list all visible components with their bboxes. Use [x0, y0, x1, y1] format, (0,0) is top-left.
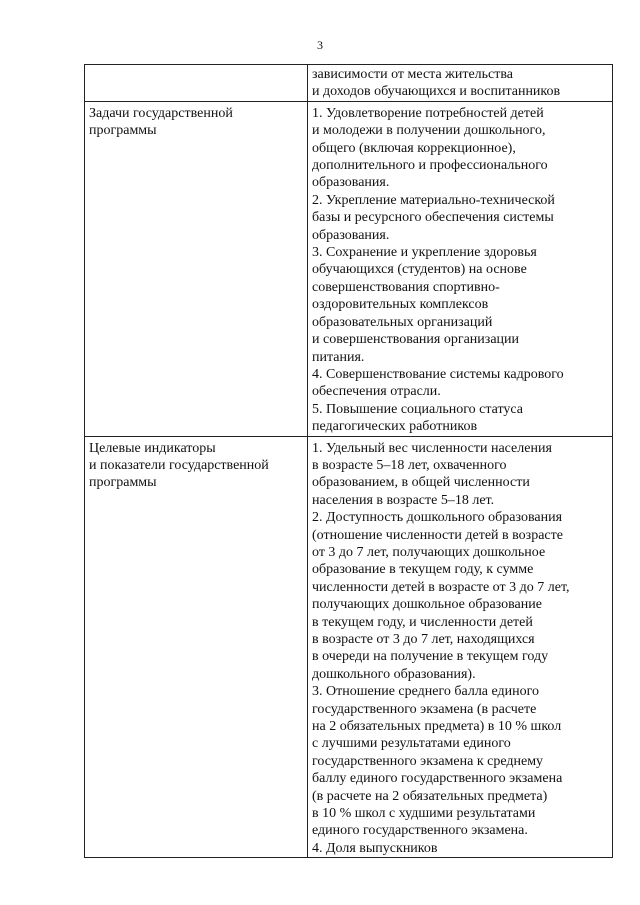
content-line: 4. Совершенствование системы кадрового [312, 366, 564, 382]
content-line: обучающихся (студентов) на основе [312, 262, 527, 278]
label-line: Задачи государственной [89, 105, 233, 121]
content-line: в 10 % школ с худшими результатами [312, 806, 536, 822]
content-line: (отношение численности детей в возрасте [312, 527, 563, 543]
content-line: образование в текущем году, к сумме [312, 562, 534, 578]
content-line: населения в возрасте 5–18 лет. [312, 492, 495, 508]
content-line: образования. [312, 227, 390, 243]
row-label-cell [85, 65, 308, 102]
content-line: численности детей в возрасте от 3 до 7 лет, [312, 579, 570, 595]
content-line: базы и ресурсного обеспечения системы [312, 210, 554, 226]
content-line: 4. Доля выпускников [312, 840, 438, 856]
content-line: государственного экзамена (в расчете [312, 701, 537, 717]
content-line: в текущем году, и численности детей [312, 614, 533, 630]
content-line: дошкольного образования). [312, 666, 476, 682]
program-passport-table [84, 64, 613, 858]
content-line: образовательных организаций [312, 314, 493, 330]
content-line: (в расчете на 2 обязательных предмета) [312, 788, 548, 804]
content-line: государственного экзамена к среднему [312, 753, 544, 769]
label-line: программы [89, 475, 157, 491]
table-row-continuation [85, 65, 613, 102]
content-line: в очереди на получение в текущем году [312, 649, 549, 665]
content-line: и доходов обучающихся и воспитанников [312, 84, 561, 100]
content-line: 2. Доступность дошкольного образования [312, 510, 563, 526]
label-line: Целевые индикаторы [89, 440, 216, 456]
content-line: от 3 до 7 лет, получающих дошкольное [312, 544, 546, 560]
content-line: образования. [312, 175, 390, 191]
content-line: 2. Укрепление материально-технической [312, 192, 555, 208]
content-line: питания. [312, 349, 365, 365]
content-line: дополнительного и профессионального [312, 158, 548, 174]
content-line: педагогических работников [312, 419, 478, 435]
content-line: 3. Отношение среднего балла единого [312, 684, 540, 700]
content-line: зависимости от места жительства [312, 67, 513, 82]
content-line: 3. Сохранение и укрепление здоровья [312, 245, 537, 261]
table-row-tasks [85, 101, 613, 436]
page-number: 3 [317, 38, 323, 52]
content-line: баллу единого государственного экзамена [312, 771, 563, 787]
row-content-cell [308, 436, 613, 858]
content-line: 1. Удовлетворение потребностей детей [312, 105, 544, 121]
content-line: 5. Повышение социального статуса [312, 401, 523, 417]
content-line: на 2 обязательных предмета) в 10 % школ [312, 719, 562, 735]
content-line: 1. Удельный вес численности населения [312, 440, 552, 456]
content-line: с лучшими результатами единого [312, 736, 511, 752]
content-line: образованием, в общей численности [312, 475, 530, 491]
row-content-cell [308, 101, 613, 436]
row-label-cell [85, 101, 308, 436]
content-line: в возрасте от 3 до 7 лет, находящихся [312, 632, 535, 647]
row-label-cell [85, 436, 308, 858]
content-line: и молодежи в получении дошкольного, [312, 123, 546, 139]
label-line: программы [89, 123, 157, 139]
table-row-indicators [85, 436, 613, 858]
content-line: получающих дошкольное образование [312, 597, 542, 613]
row-content-cell [308, 65, 613, 102]
content-line: совершенствования спортивно- [312, 279, 500, 295]
content-line: обеспечения отрасли. [312, 384, 441, 400]
content-line: в возрасте 5–18 лет, охваченного [312, 457, 507, 473]
content-line: и совершенствования организации [312, 332, 520, 348]
label-line: и показатели государственной [89, 457, 269, 473]
content-line: оздоровительных комплексов [312, 297, 489, 313]
content-line: общего (включая коррекционное), [312, 140, 516, 156]
content-line: единого государственного экзамена. [312, 823, 528, 839]
